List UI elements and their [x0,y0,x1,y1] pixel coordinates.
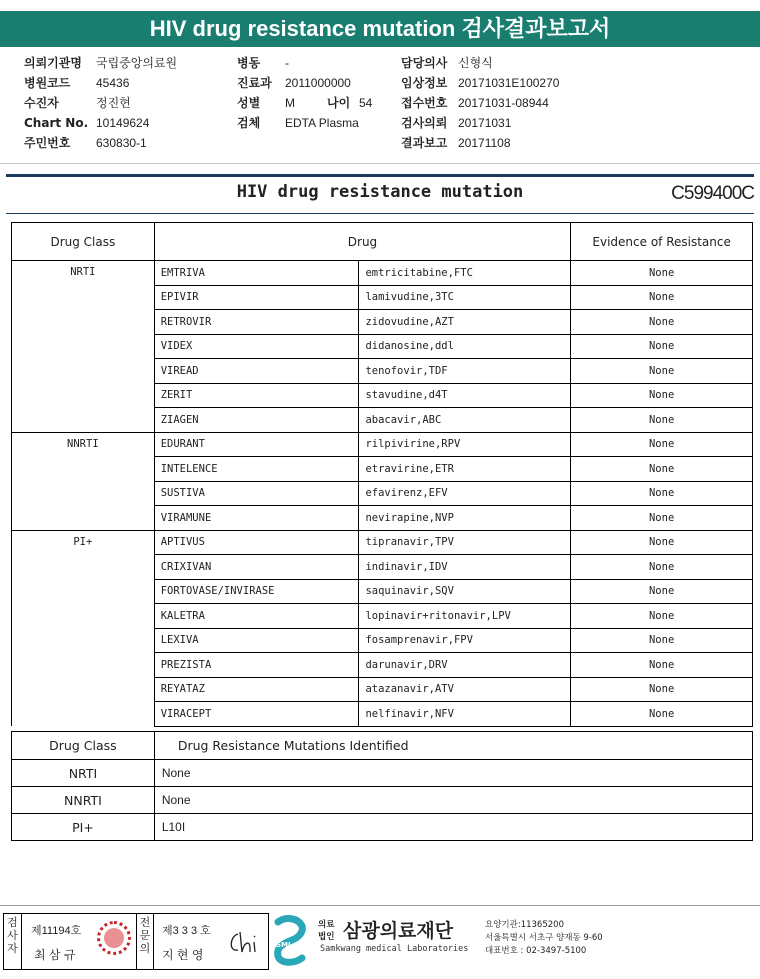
info-row [237,93,372,113]
signer-role-label [4,914,22,969]
header-drug-class: Drug Class [12,732,155,760]
evidence-cell: None [571,334,753,359]
seal-center [104,928,124,948]
drug-brand-cell: INTELENCE [154,457,359,482]
signer-role-text: 전문의 [139,916,151,955]
drug-brand-cell: VIDEX [154,334,359,359]
drug-generic-cell: tipranavir,TPV [359,530,571,555]
drug-generic-cell: lopinavir+ritonavir,LPV [359,604,571,629]
info-value: 20171031E100270 [458,76,560,90]
drug-brand-cell: VIRAMUNE [154,506,359,531]
age-value: 54 [359,96,373,110]
evidence-cell: None [571,677,753,702]
drug-table-header [12,223,753,261]
divider [0,163,760,164]
org-name: 삼광의료재단 [343,920,454,942]
drug-brand-cell: LEXIVA [154,628,359,653]
info-row [24,113,177,133]
org-contact [485,919,603,958]
drug-brand-cell: VIRACEPT [154,702,359,727]
org-type-line: 의료 [318,920,335,930]
info-row [237,73,372,93]
drug-brand-cell: ZERIT [154,383,359,408]
info-row [24,53,177,73]
signer-role-label [136,914,154,969]
report-title: HIV drug resistance mutation 검사결과보고서 [0,11,760,47]
drug-generic-cell: atazanavir,ATV [359,677,571,702]
signer-name: 최 삼 규 [34,948,76,962]
org-phone: 대표번호 : 02-3497-5100 [485,946,587,956]
header-evidence: Evidence of Resistance [571,223,753,261]
signer-license: 제11194호 [31,925,82,937]
evidence-cell: None [571,481,753,506]
drug-generic-cell: efavirenz,EFV [359,481,571,506]
mutation-value: L10I [154,814,752,841]
drug-table [11,222,753,727]
info-value: M [285,96,295,110]
evidence-cell: None [571,285,753,310]
drug-class-cell: NRTI [12,261,155,433]
info-label: 의뢰기관명 [24,56,82,70]
info-label: 임상정보 [401,76,448,90]
age-label: 나이 [327,96,351,110]
info-value: 10149624 [96,116,150,130]
drug-generic-cell: etravirine,ETR [359,457,571,482]
info-label: 성별 [237,96,261,110]
signature-box [3,913,269,970]
info-row [237,113,372,133]
info-row [24,73,177,93]
info-row [401,93,559,113]
sml-logo-icon [272,914,308,966]
evidence-cell: None [571,579,753,604]
header-drug-class: Drug Class [12,223,155,261]
info-value: EDTA Plasma [285,116,359,130]
patient-info-col3 [401,53,559,153]
info-row [401,53,559,73]
table-row [12,261,753,286]
evidence-cell: None [571,359,753,384]
org-code: 요양기관:11365200 [485,920,564,930]
org-type-line: 법인 [318,932,335,942]
header-drug: Drug [154,223,571,261]
specimen-code: C599400C [671,183,754,204]
info-value: 20171031-08944 [458,96,549,110]
drug-brand-cell: ZIAGEN [154,408,359,433]
info-value: 630830-1 [96,136,147,150]
section-rule [6,213,754,214]
info-label: 결과보고 [401,136,448,150]
mutation-value: None [154,760,752,787]
info-label: 담당의사 [401,56,448,70]
evidence-cell: None [571,457,753,482]
drug-brand-cell: REYATAZ [154,677,359,702]
mutation-table [11,731,753,841]
mutation-table-header [12,732,753,760]
info-label: 진료과 [237,76,272,90]
org-type [318,919,334,943]
drug-brand-cell: SUSTIVA [154,481,359,506]
drug-generic-cell: didanosine,ddl [359,334,571,359]
patient-info-col2 [237,53,372,133]
drug-brand-cell: KALETRA [154,604,359,629]
drug-generic-cell: tenofovir,TDF [359,359,571,384]
drug-brand-cell: RETROVIR [154,310,359,335]
drug-generic-cell: zidovudine,AZT [359,310,571,335]
drug-generic-cell: lamivudine,3TC [359,285,571,310]
drug-generic-cell: rilpivirine,RPV [359,432,571,457]
patient-info-col1 [24,53,177,153]
drug-generic-cell: saquinavir,SQV [359,579,571,604]
info-row [237,53,372,73]
info-row [401,73,559,93]
info-row [401,133,559,153]
info-value: 신형식 [458,56,493,70]
table-row [12,814,753,841]
evidence-cell: None [571,702,753,727]
drug-generic-cell: indinavir,IDV [359,555,571,580]
evidence-cell: None [571,628,753,653]
info-label: 병원코드 [24,76,71,90]
info-label: 접수번호 [401,96,448,110]
evidence-cell: None [571,432,753,457]
footer-divider [0,905,760,906]
mutation-value: None [154,787,752,814]
info-label: 검사의뢰 [401,116,448,130]
section-title: HIV drug resistance mutation [236,182,524,202]
info-row [24,93,177,113]
drug-brand-cell: EPIVIR [154,285,359,310]
info-value: - [285,56,289,70]
info-value: 2011000000 [285,76,351,90]
signer-license: 제3 3 3 호 [162,925,211,937]
drug-table-body [12,261,753,727]
drug-brand-cell: EDURANT [154,432,359,457]
evidence-cell: None [571,261,753,286]
mutation-class: NRTI [12,760,155,787]
mutation-class: PI+ [12,814,155,841]
evidence-cell: None [571,383,753,408]
org-english-name: Samkwang medical Laboratories [320,944,469,954]
info-value: 45436 [96,76,130,90]
org-address: 서울특별시 서초구 양재동 9-60 [485,933,603,943]
evidence-cell: None [571,506,753,531]
evidence-cell: None [571,555,753,580]
drug-generic-cell: fosamprenavir,FPV [359,628,571,653]
drug-brand-cell: EMTRIVA [154,261,359,286]
drug-generic-cell: emtricitabine,FTC [359,261,571,286]
info-label: 주민번호 [24,136,71,150]
info-row [401,113,559,133]
signer-role-text: 검사자 [7,916,18,955]
table-row [12,432,753,457]
logo-text: SML [276,941,293,949]
drug-brand-cell: CRIXIVAN [154,555,359,580]
info-value: 20171108 [458,136,511,150]
info-value: 20171031 [458,116,512,130]
drug-brand-cell: PREZISTA [154,653,359,678]
drug-generic-cell: abacavir,ABC [359,408,571,433]
mutation-class: NNRTI [12,787,155,814]
table-row [12,787,753,814]
evidence-cell: None [571,653,753,678]
drug-generic-cell: nelfinavir,NFV [359,702,571,727]
header-mutations: Drug Resistance Mutations Identified [154,732,752,760]
drug-generic-cell: darunavir,DRV [359,653,571,678]
drug-class-cell: NNRTI [12,432,155,530]
drug-brand-cell: APTIVUS [154,530,359,555]
evidence-cell: None [571,604,753,629]
section-rule [6,174,754,177]
drug-brand-cell: VIREAD [154,359,359,384]
evidence-cell: None [571,408,753,433]
table-row [12,530,753,555]
signer-name: 지 현 영 [162,948,204,962]
info-label: 검체 [237,116,261,130]
drug-generic-cell: nevirapine,NVP [359,506,571,531]
info-value: 국립중앙의료원 [96,56,178,70]
drug-brand-cell: FORTOVASE/INVIRASE [154,579,359,604]
info-label: 수진자 [24,96,59,110]
info-label: 병동 [237,56,261,70]
drug-generic-cell: stavudine,d4T [359,383,571,408]
handwritten-signature [226,928,262,958]
evidence-cell: None [571,530,753,555]
drug-class-cell: PI+ [12,530,155,726]
info-value: 정진현 [96,96,131,110]
evidence-cell: None [571,310,753,335]
table-row [12,760,753,787]
info-label: Chart No. [24,116,89,130]
info-row [24,133,177,153]
